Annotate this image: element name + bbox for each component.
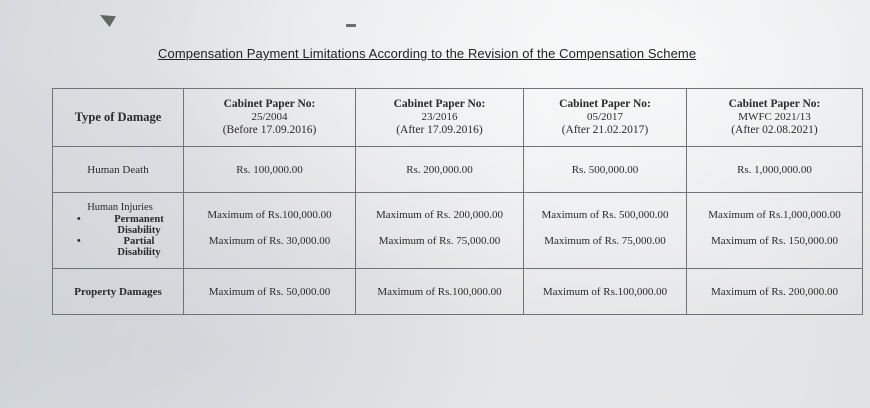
- table-cell: Maximum of Rs. 50,000.00: [184, 269, 356, 315]
- table-row-human-death: [53, 147, 863, 193]
- partial-label-line1: Partial: [123, 236, 155, 248]
- header-paper-number: 25/2004: [251, 111, 288, 124]
- header-line: Cabinet Paper No:: [728, 97, 821, 110]
- partial-disability-label: [55, 236, 181, 247]
- row-label-human-death: Human Death: [53, 147, 184, 193]
- header-cabinet-paper-mwfc-2021-13: [687, 89, 863, 147]
- table-cell: [356, 193, 524, 269]
- permanent-disability-value: Maximum of Rs.100,000.00: [207, 208, 332, 221]
- header-cabinet-paper-25-2004: [184, 89, 356, 147]
- table-header-row: [53, 89, 863, 147]
- header-cabinet-paper-23-2016: [356, 89, 524, 147]
- header-effective-date: (Before 17.09.2016): [222, 123, 317, 136]
- row-label-human-injuries: [53, 193, 184, 269]
- header-paper-number: 23/2016: [421, 111, 458, 124]
- row-label-property-damages: Property Damages: [53, 269, 184, 315]
- permanent-disability-value: Maximum of Rs. 500,000.00: [541, 208, 669, 221]
- header-paper-number: MWFC 2021/13: [738, 111, 811, 124]
- header-line: Cabinet Paper No:: [223, 97, 316, 110]
- table-cell: Rs. 100,000.00: [184, 147, 356, 193]
- header-effective-date: (After 02.08.2021): [731, 123, 818, 136]
- table-cell: [524, 193, 687, 269]
- table-cell: [184, 193, 356, 269]
- table-cell: Maximum of Rs.100,000.00: [356, 269, 524, 315]
- partial-disability-value: Maximum of Rs. 75,000.00: [544, 234, 666, 247]
- permanent-label-line2: Disability: [117, 224, 161, 236]
- human-injuries-heading: Human Injuries: [87, 202, 153, 214]
- header-effective-date: (After 17.09.2016): [396, 123, 483, 136]
- table-cell: Maximum of Rs.100,000.00: [524, 269, 687, 315]
- header-cabinet-paper-05-2017: [524, 89, 687, 147]
- table-cell: Rs. 500,000.00: [524, 147, 687, 193]
- permanent-label-line1: Permanent: [114, 213, 164, 225]
- partial-disability-value: Maximum of Rs. 150,000.00: [710, 234, 839, 247]
- table-row-property-damages: [53, 269, 863, 315]
- permanent-disability-value: Maximum of Rs. 200,000.00: [375, 208, 504, 221]
- header-line: Cabinet Paper No:: [559, 97, 651, 110]
- partial-disability-value: Maximum of Rs. 75,000.00: [378, 234, 501, 247]
- ink-mark: [346, 24, 356, 27]
- header-paper-number: 05/2017: [586, 111, 624, 124]
- table-cell: Maximum of Rs. 200,000.00: [687, 269, 863, 315]
- partial-disability-value: Maximum of Rs. 30,000.00: [208, 234, 331, 247]
- header-effective-date: (After 21.02.2017): [561, 123, 649, 136]
- header-type-of-damage: Type of Damage: [53, 89, 184, 147]
- bullet-icon: •: [77, 213, 81, 225]
- permanent-disability-value: Maximum of Rs.1,000,000.00: [708, 208, 841, 221]
- partial-label-line2: Disability: [117, 247, 161, 259]
- ink-mark: [100, 15, 116, 27]
- bullet-icon: •: [77, 236, 81, 248]
- document-title: Compensation Payment Limitations According to the Revision of the Compensation Scheme: [158, 46, 697, 61]
- header-line: Cabinet Paper No:: [393, 97, 486, 110]
- table-cell: [687, 193, 863, 269]
- compensation-table: [52, 88, 863, 315]
- table-cell: Rs. 200,000.00: [356, 147, 524, 193]
- table-row-human-injuries: [53, 193, 863, 269]
- table-cell: Rs. 1,000,000.00: [687, 147, 863, 193]
- permanent-disability-label: [55, 214, 181, 225]
